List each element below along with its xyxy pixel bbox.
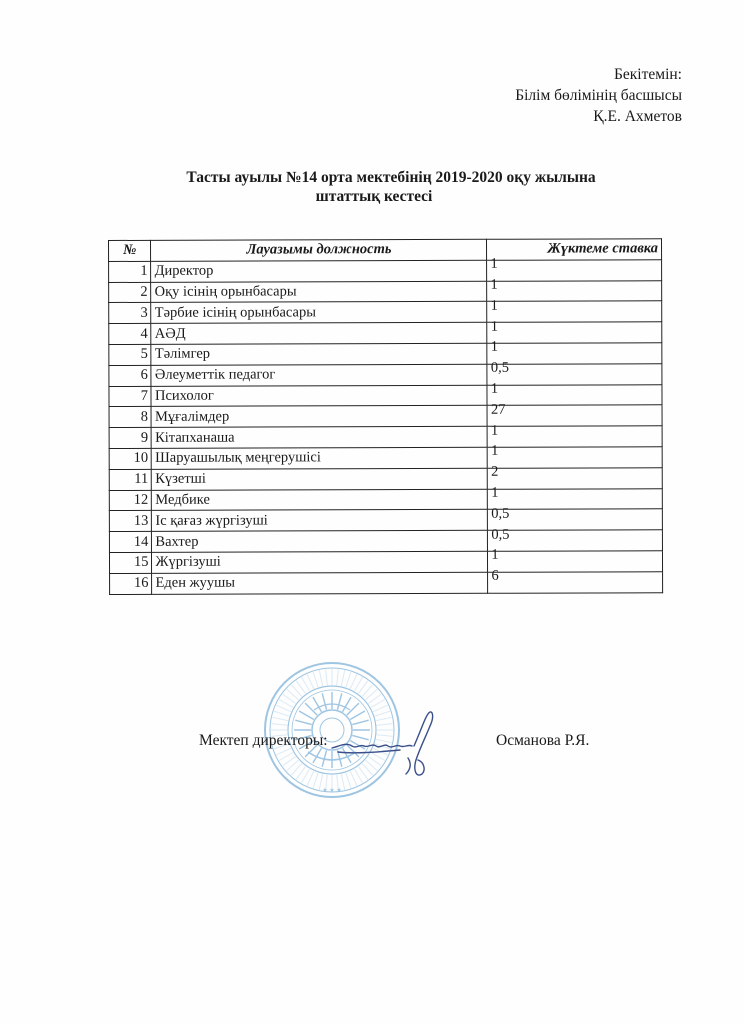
approval-position: Білім бөлімінің басшысы (515, 87, 682, 104)
title-line-1: Тасты ауылы №14 орта мектебінің 2019-2020 оқу жылына (186, 169, 596, 186)
row-number: 7 (109, 386, 152, 407)
row-number: 8 (109, 407, 152, 428)
row-number: 14 (109, 532, 152, 553)
approval-block (515, 64, 682, 127)
row-position: Еден жуушы (152, 572, 488, 594)
row-position: Күзетші (152, 468, 488, 490)
row-rate: 1 (490, 339, 499, 356)
table-row (109, 405, 662, 428)
row-rate: 0,5 (490, 359, 509, 376)
document-title (0, 168, 744, 206)
table-row (109, 468, 662, 491)
table-row (109, 384, 662, 407)
row-number: 15 (109, 552, 152, 573)
row-position: Әлеуметтік педагог (151, 364, 487, 386)
table-row (109, 343, 662, 366)
row-rate: 1 (491, 443, 499, 460)
row-position: Оқу ісінің орынбасары (151, 281, 487, 303)
row-number: 6 (109, 365, 152, 386)
row-rate-cell (488, 505, 663, 530)
row-position: Директор (151, 260, 487, 282)
row-number: 9 (109, 428, 152, 449)
row-rate-cell (487, 276, 662, 301)
handwritten-signature (330, 708, 440, 784)
header-position: Лауазымы должность (151, 239, 487, 261)
title-line-2: штаттық кестесі (315, 188, 433, 205)
row-rate: 1 (490, 380, 499, 397)
table-row (109, 530, 662, 553)
row-position: Медбике (152, 489, 488, 511)
table-row (109, 260, 662, 283)
row-rate-cell (488, 463, 663, 489)
row-number: 1 (109, 261, 152, 282)
row-rate: 1 (490, 255, 498, 272)
table-row (110, 572, 663, 595)
row-position: Тәрбие ісінің орынбасары (151, 302, 487, 324)
row-rate-cell (488, 443, 663, 468)
table-header-row (109, 239, 662, 262)
approval-heading: Бекітемін: (614, 66, 682, 83)
row-rate-cell (488, 526, 663, 551)
row-rate-cell (487, 255, 662, 281)
row-rate: 1 (490, 297, 498, 314)
row-rate-cell (488, 567, 663, 593)
row-number: 2 (109, 282, 152, 303)
row-position: Мұғалімдер (151, 406, 487, 428)
svg-text:★ ★ ★: ★ ★ ★ (322, 788, 342, 794)
row-rate: 1 (491, 484, 499, 501)
row-rate: 0,5 (491, 526, 510, 543)
table-row (109, 551, 662, 574)
table-row (109, 447, 662, 470)
row-position: Вахтер (152, 530, 488, 552)
row-number: 11 (109, 469, 152, 490)
header-number: № (109, 240, 152, 261)
row-rate-cell (487, 380, 662, 405)
row-rate: 27 (490, 401, 506, 418)
table-row (109, 322, 662, 345)
row-rate: 1 (491, 547, 499, 564)
row-rate-cell (487, 318, 662, 343)
row-number: 13 (109, 511, 152, 532)
table-row (109, 364, 662, 387)
row-rate-cell (488, 484, 663, 509)
staff-table (108, 238, 663, 594)
row-position: Тәлімгер (151, 343, 487, 365)
table-row (109, 488, 662, 511)
row-position: АӘД (151, 322, 487, 344)
header-rate: Жүктеме ставка (487, 239, 662, 260)
row-rate: 1 (490, 276, 498, 293)
row-rate: 0,5 (491, 505, 510, 522)
row-position: Кітапханаша (152, 426, 488, 448)
row-rate-cell (487, 359, 662, 385)
row-rate-cell (488, 547, 663, 572)
table-row (109, 426, 662, 449)
table-row (109, 280, 662, 303)
row-rate: 2 (491, 463, 499, 480)
row-number: 5 (109, 344, 152, 365)
row-rate: 1 (490, 318, 498, 335)
table-body (109, 255, 663, 594)
row-number: 16 (110, 573, 153, 594)
row-rate: 1 (490, 422, 499, 439)
row-position: Жүргізуші (152, 551, 488, 573)
row-rate: 6 (491, 567, 499, 584)
row-number: 4 (109, 324, 152, 345)
row-rate-cell (487, 339, 662, 364)
row-position: Психолог (151, 385, 487, 407)
approval-name: Қ.Е. Ахметов (593, 108, 682, 125)
director-name: Османова Р.Я. (496, 732, 590, 749)
row-rate-cell (487, 422, 662, 447)
row-position: Шаруашылық меңгерушісі (152, 447, 488, 469)
row-number: 3 (109, 303, 152, 324)
row-position: Іс қағаз жүргізуші (152, 510, 488, 532)
row-rate-cell (487, 297, 662, 322)
table-row (109, 509, 662, 532)
row-number: 12 (109, 490, 152, 511)
director-label: Мектеп директоры: (199, 732, 328, 749)
row-number: 10 (109, 448, 152, 469)
row-rate-cell (487, 401, 662, 426)
table-row (109, 301, 662, 324)
